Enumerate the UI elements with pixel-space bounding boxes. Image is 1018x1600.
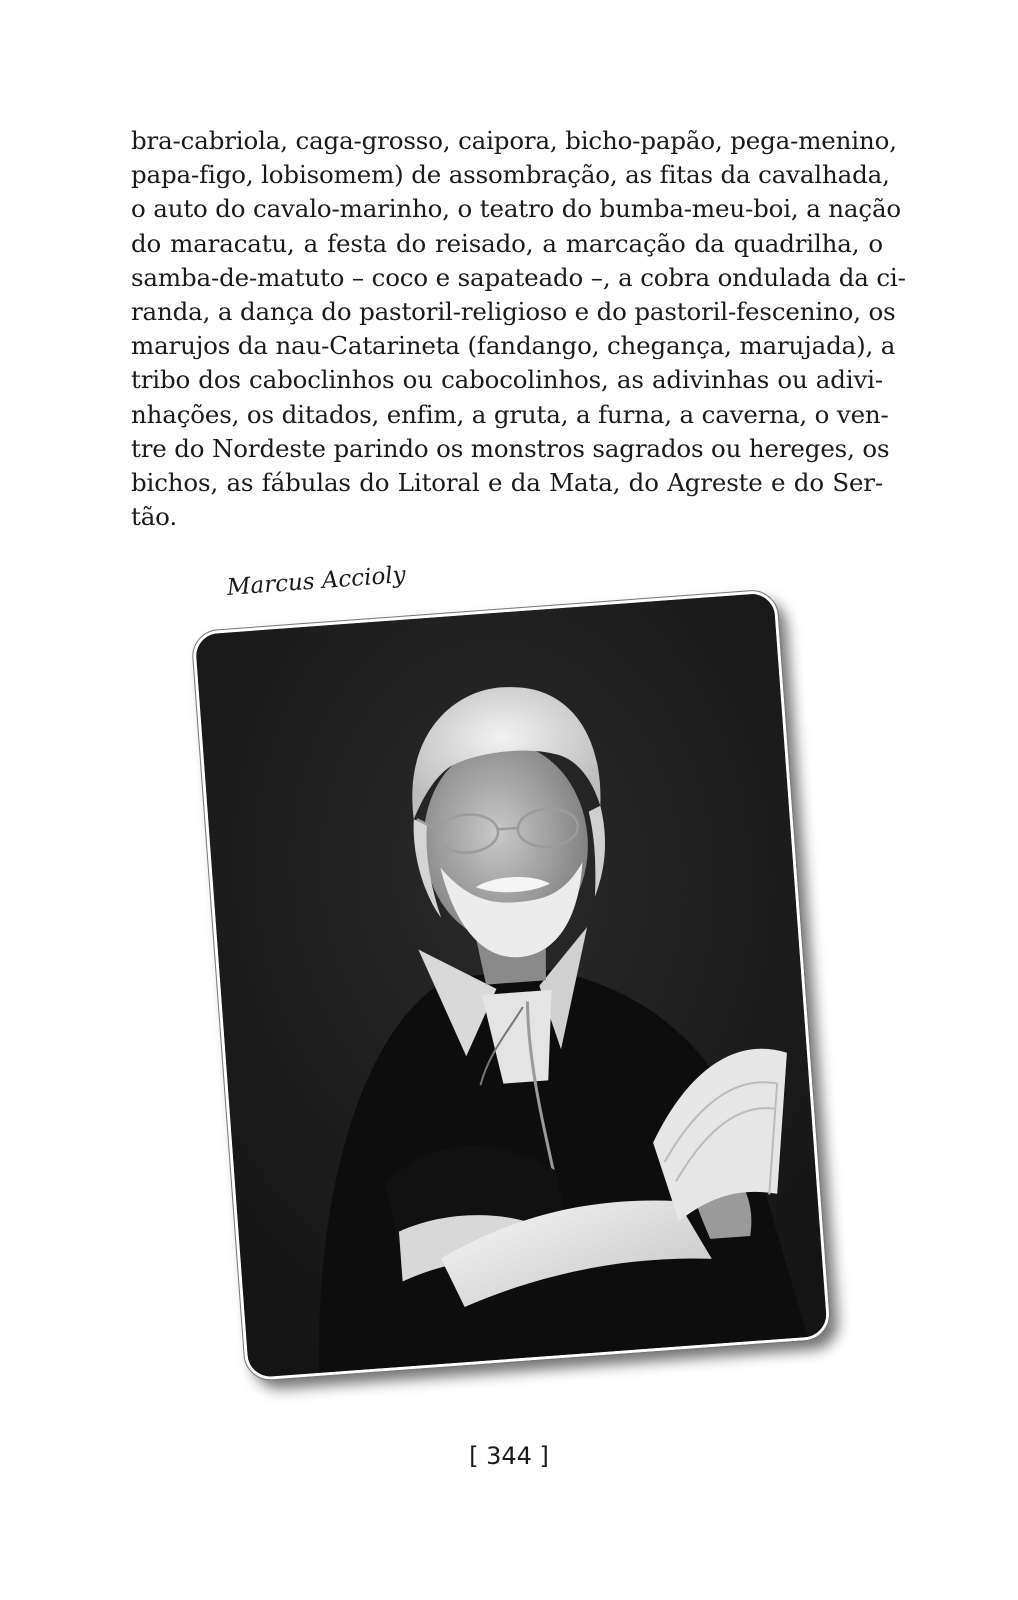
photo-frame <box>191 590 824 1375</box>
portrait-illustration <box>195 593 828 1378</box>
text-line: bichos, as fábulas do Litoral e da Mata, do Agreste e do Ser- <box>131 468 883 498</box>
text-line: papa-figo, lobisomem) de assombração, as fitas da cavalhada, <box>131 160 890 190</box>
body-text <box>131 124 906 534</box>
text-line: tribo dos caboclinhos ou cabocolinhos, as adivinhas ou adivi- <box>131 365 883 395</box>
text-line: tão. <box>131 502 177 532</box>
text-line: nhações, os ditados, enfim, a gruta, a furna, a caverna, o ven- <box>131 399 889 429</box>
text-line: bra-cabriola, caga-grosso, caipora, bicho-papão, pega-menino, <box>131 126 897 155</box>
text-line: do maracatu, a festa do reisado, a marcação da quadrilha, o <box>131 228 883 258</box>
text-line: tre do Nordeste parindo os monstros sagrados ou hereges, os <box>131 433 890 463</box>
page-number: [ 344 ] <box>469 1442 549 1470</box>
text-line: marujos da nau-Catarineta (fandango, chegança, marujada), a <box>131 331 896 361</box>
photo-caption: Marcus Accioly <box>226 561 407 601</box>
text-line: o auto do cavalo-marinho, o teatro do bumba-meu-boi, a nação <box>131 194 901 224</box>
portrait-photo <box>191 589 830 1381</box>
text-line: randa, a dança do pastoril-religioso e do pastoril-fescenino, os <box>131 297 896 327</box>
text-line: samba-de-matuto – coco e sapateado –, a cobra ondulada da ci- <box>131 262 906 292</box>
